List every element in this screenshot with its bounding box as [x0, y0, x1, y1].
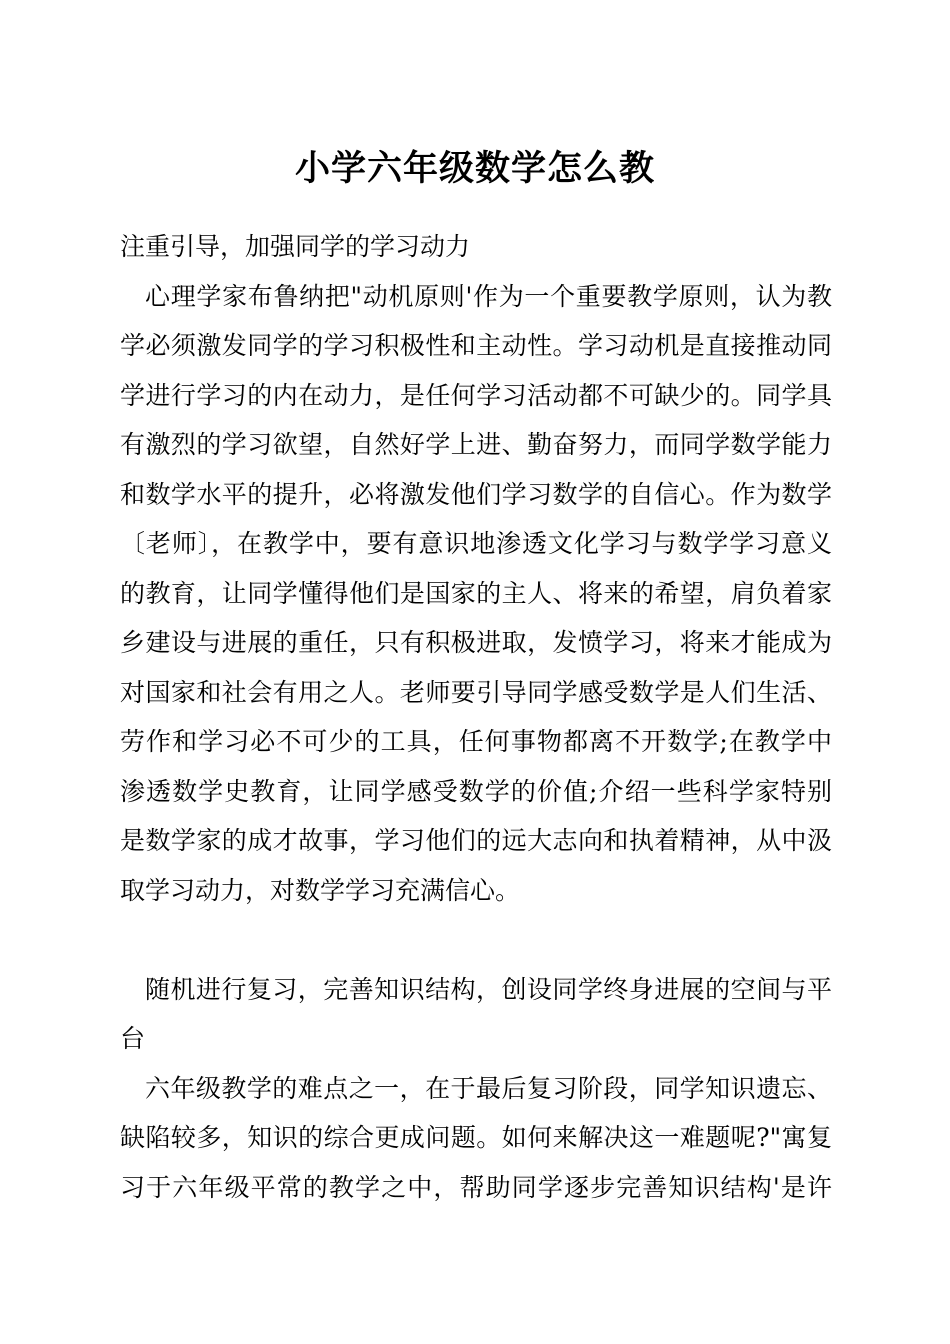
paragraph-gap — [120, 915, 832, 965]
paragraph-line: 乡建设与进展的重任，只有积极进取，发愤学习，将来才能成为 — [120, 628, 832, 657]
paragraph-line: 习于六年级平常的教学之中，帮助同学逐步完善知识结构'是许 — [120, 1172, 832, 1202]
document-body — [120, 222, 832, 1212]
paragraph-line: 是数学家的成才故事，学习他们的远大志向和执着精神，从中汲 — [120, 826, 832, 855]
paragraph-line: 劳作和学习必不可少的工具，任何事物都离不开数学;在教学中 — [120, 727, 832, 756]
paragraph-line: 和数学水平的提升，必将激发他们学习数学的自信心。作为数学 — [120, 479, 832, 509]
section-heading — [120, 965, 832, 1064]
paragraph-line: 学必须激发同学的学习积极性和主动性。学习动机是直接推动同 — [120, 331, 832, 360]
heading-line: 随机进行复习，完善知识结构，创设同学终身进展的空间与平 — [145, 974, 832, 1004]
paragraph-line: 渗透数学史教育，让同学感受数学的价值;介绍一些科学家特别 — [120, 776, 832, 806]
paragraph — [120, 1064, 832, 1213]
paragraph-line: 对国家和社会有用之人。老师要引导同学感受数学是人们生活、 — [120, 677, 832, 707]
paragraph-line: 缺陷较多，知识的综合更成问题。如何来解决这一难题呢?"寓复 — [120, 1123, 832, 1152]
paragraph-line: 取学习动力，对数学学习充满信心。 — [120, 875, 521, 905]
paragraph-line: 〔老师〕，在教学中，要有意识地渗透文化学习与数学学习意义 — [120, 529, 832, 558]
paragraph-line: 的教育，让同学懂得他们是国家的主人、将来的希望，肩负着家 — [120, 578, 832, 608]
paragraph-line: 六年级教学的难点之一，在于最后复习阶段，同学知识遗忘、 — [145, 1073, 832, 1103]
paragraph — [120, 272, 832, 916]
heading-line: 台 — [120, 1024, 146, 1053]
document-title: 小学六年级数学怎么教 — [294, 148, 655, 189]
paragraph-line: 心理学家布鲁纳把"动机原则'作为一个重要教学原则，认为教 — [145, 281, 832, 311]
section-heading: 注重引导，加强同学的学习动力 — [120, 232, 471, 261]
paragraph-line: 学进行学习的内在动力，是任何学习活动都不可缺少的。同学具 — [120, 380, 832, 410]
paragraph-line: 有激烈的学习欲望，自然好学上进、勤奋努力，而同学数学能力 — [120, 430, 832, 459]
